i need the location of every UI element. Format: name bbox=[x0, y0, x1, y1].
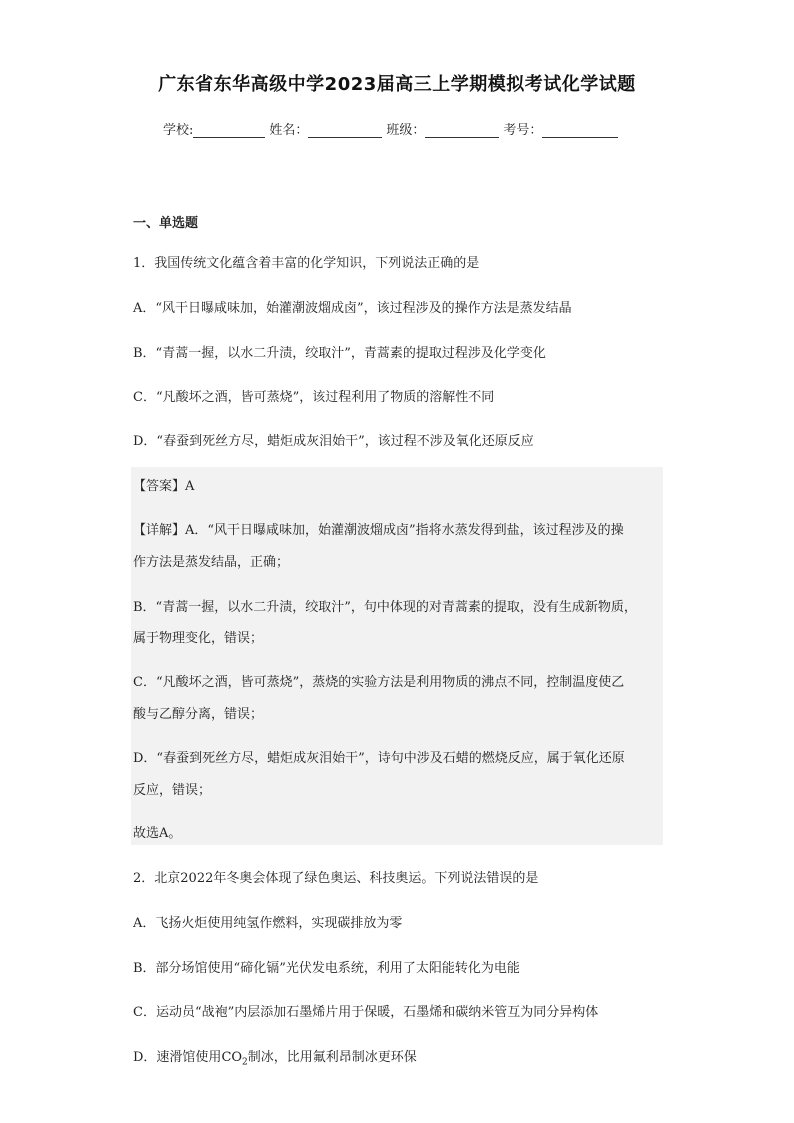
q1-option-b: B．“青蒿一握，以水二升渍，绞取汁”，青蒿素的提取过程涉及化学变化 bbox=[133, 346, 546, 361]
q1-answer: 【答案】A bbox=[133, 479, 195, 494]
q2-stem: 2．北京2022年冬奥会体现了绿色奥运、科技奥运。下列说法错误的是 bbox=[133, 871, 539, 886]
q1-explanation-line: C．“凡酸坏之酒，皆可蒸烧”，蒸烧的实验方法是利用物质的沸点不同，控制温度使乙 bbox=[133, 675, 625, 690]
q1-explanation-line: D．“春蚕到死丝方尽，蜡炬成灰泪始干”，诗句中涉及石蜡的燃烧反应，属于氧化还原 bbox=[133, 751, 625, 766]
q1-stem: 1．我国传统文化蕴含着丰富的化学知识，下列说法正确的是 bbox=[133, 256, 480, 271]
q1-explanation-line: 作方法是蒸发结晶，正确； bbox=[133, 555, 290, 570]
name-label: 姓名： bbox=[269, 123, 309, 138]
q1-explanation-line: B．“青蒿一握，以水二升渍，绞取汁”，句中体现的对青蒿素的提取，没有生成新物质， bbox=[133, 600, 637, 615]
q1-explanation-line: 酸与乙醇分离，错误； bbox=[133, 707, 264, 722]
class-label: 班级： bbox=[386, 123, 426, 138]
co2-formula: CO bbox=[221, 1050, 243, 1065]
class-blank bbox=[425, 123, 499, 138]
q1-explanation-line: 属于物理变化，错误； bbox=[133, 631, 264, 646]
q1-explanation-line: 故选A。 bbox=[133, 826, 182, 841]
section-heading: 一、单选题 bbox=[133, 216, 199, 231]
co2-subscript: 2 bbox=[242, 1057, 248, 1068]
q1-explanation-line: 反应，错误； bbox=[133, 783, 212, 798]
page-title: 广东省东华高级中学2023届高三上学期模拟考试化学试题 bbox=[158, 74, 636, 95]
q2-option-d-prefix: D．速滑馆使用 bbox=[133, 1050, 222, 1065]
q2-option-a: A．飞扬火炬使用纯氢作燃料，实现碳排放为零 bbox=[133, 916, 403, 931]
name-blank bbox=[308, 123, 382, 138]
exam-number-blank bbox=[542, 123, 618, 138]
q2-option-d-suffix: 制冰，比用氟利昂制冰更环保 bbox=[247, 1050, 417, 1065]
q1-option-d: D．“春蚕到死丝方尽，蜡炬成灰泪始干”，该过程不涉及氧化还原反应 bbox=[133, 434, 534, 449]
exam-number-label: 考号： bbox=[503, 123, 543, 138]
q2-option-b: B．部分场馆使用“碲化镉”光伏发电系统，利用了太阳能转化为电能 bbox=[133, 961, 520, 976]
school-blank bbox=[193, 123, 265, 138]
q1-option-a: A．“风干日曝咸味加，始灌潮波熘成卤”，该过程涉及的操作方法是蒸发结晶 bbox=[133, 301, 572, 316]
q1-explanation-line: 【详解】A．“风干日曝咸味加，始灌潮波熘成卤”指将水蒸发得到盐，该过程涉及的操 bbox=[133, 523, 624, 538]
school-label: 学校: bbox=[163, 123, 194, 138]
q2-option-d bbox=[133, 1046, 417, 1068]
student-info-row bbox=[163, 119, 622, 138]
q2-option-c: C．运动员“战袍”内层添加石墨烯片用于保暖，石墨烯和碳纳米管互为同分异构体 bbox=[133, 1005, 599, 1020]
q1-option-c: C．“凡酸坏之酒，皆可蒸烧”，该过程利用了物质的溶解性不同 bbox=[133, 390, 495, 405]
